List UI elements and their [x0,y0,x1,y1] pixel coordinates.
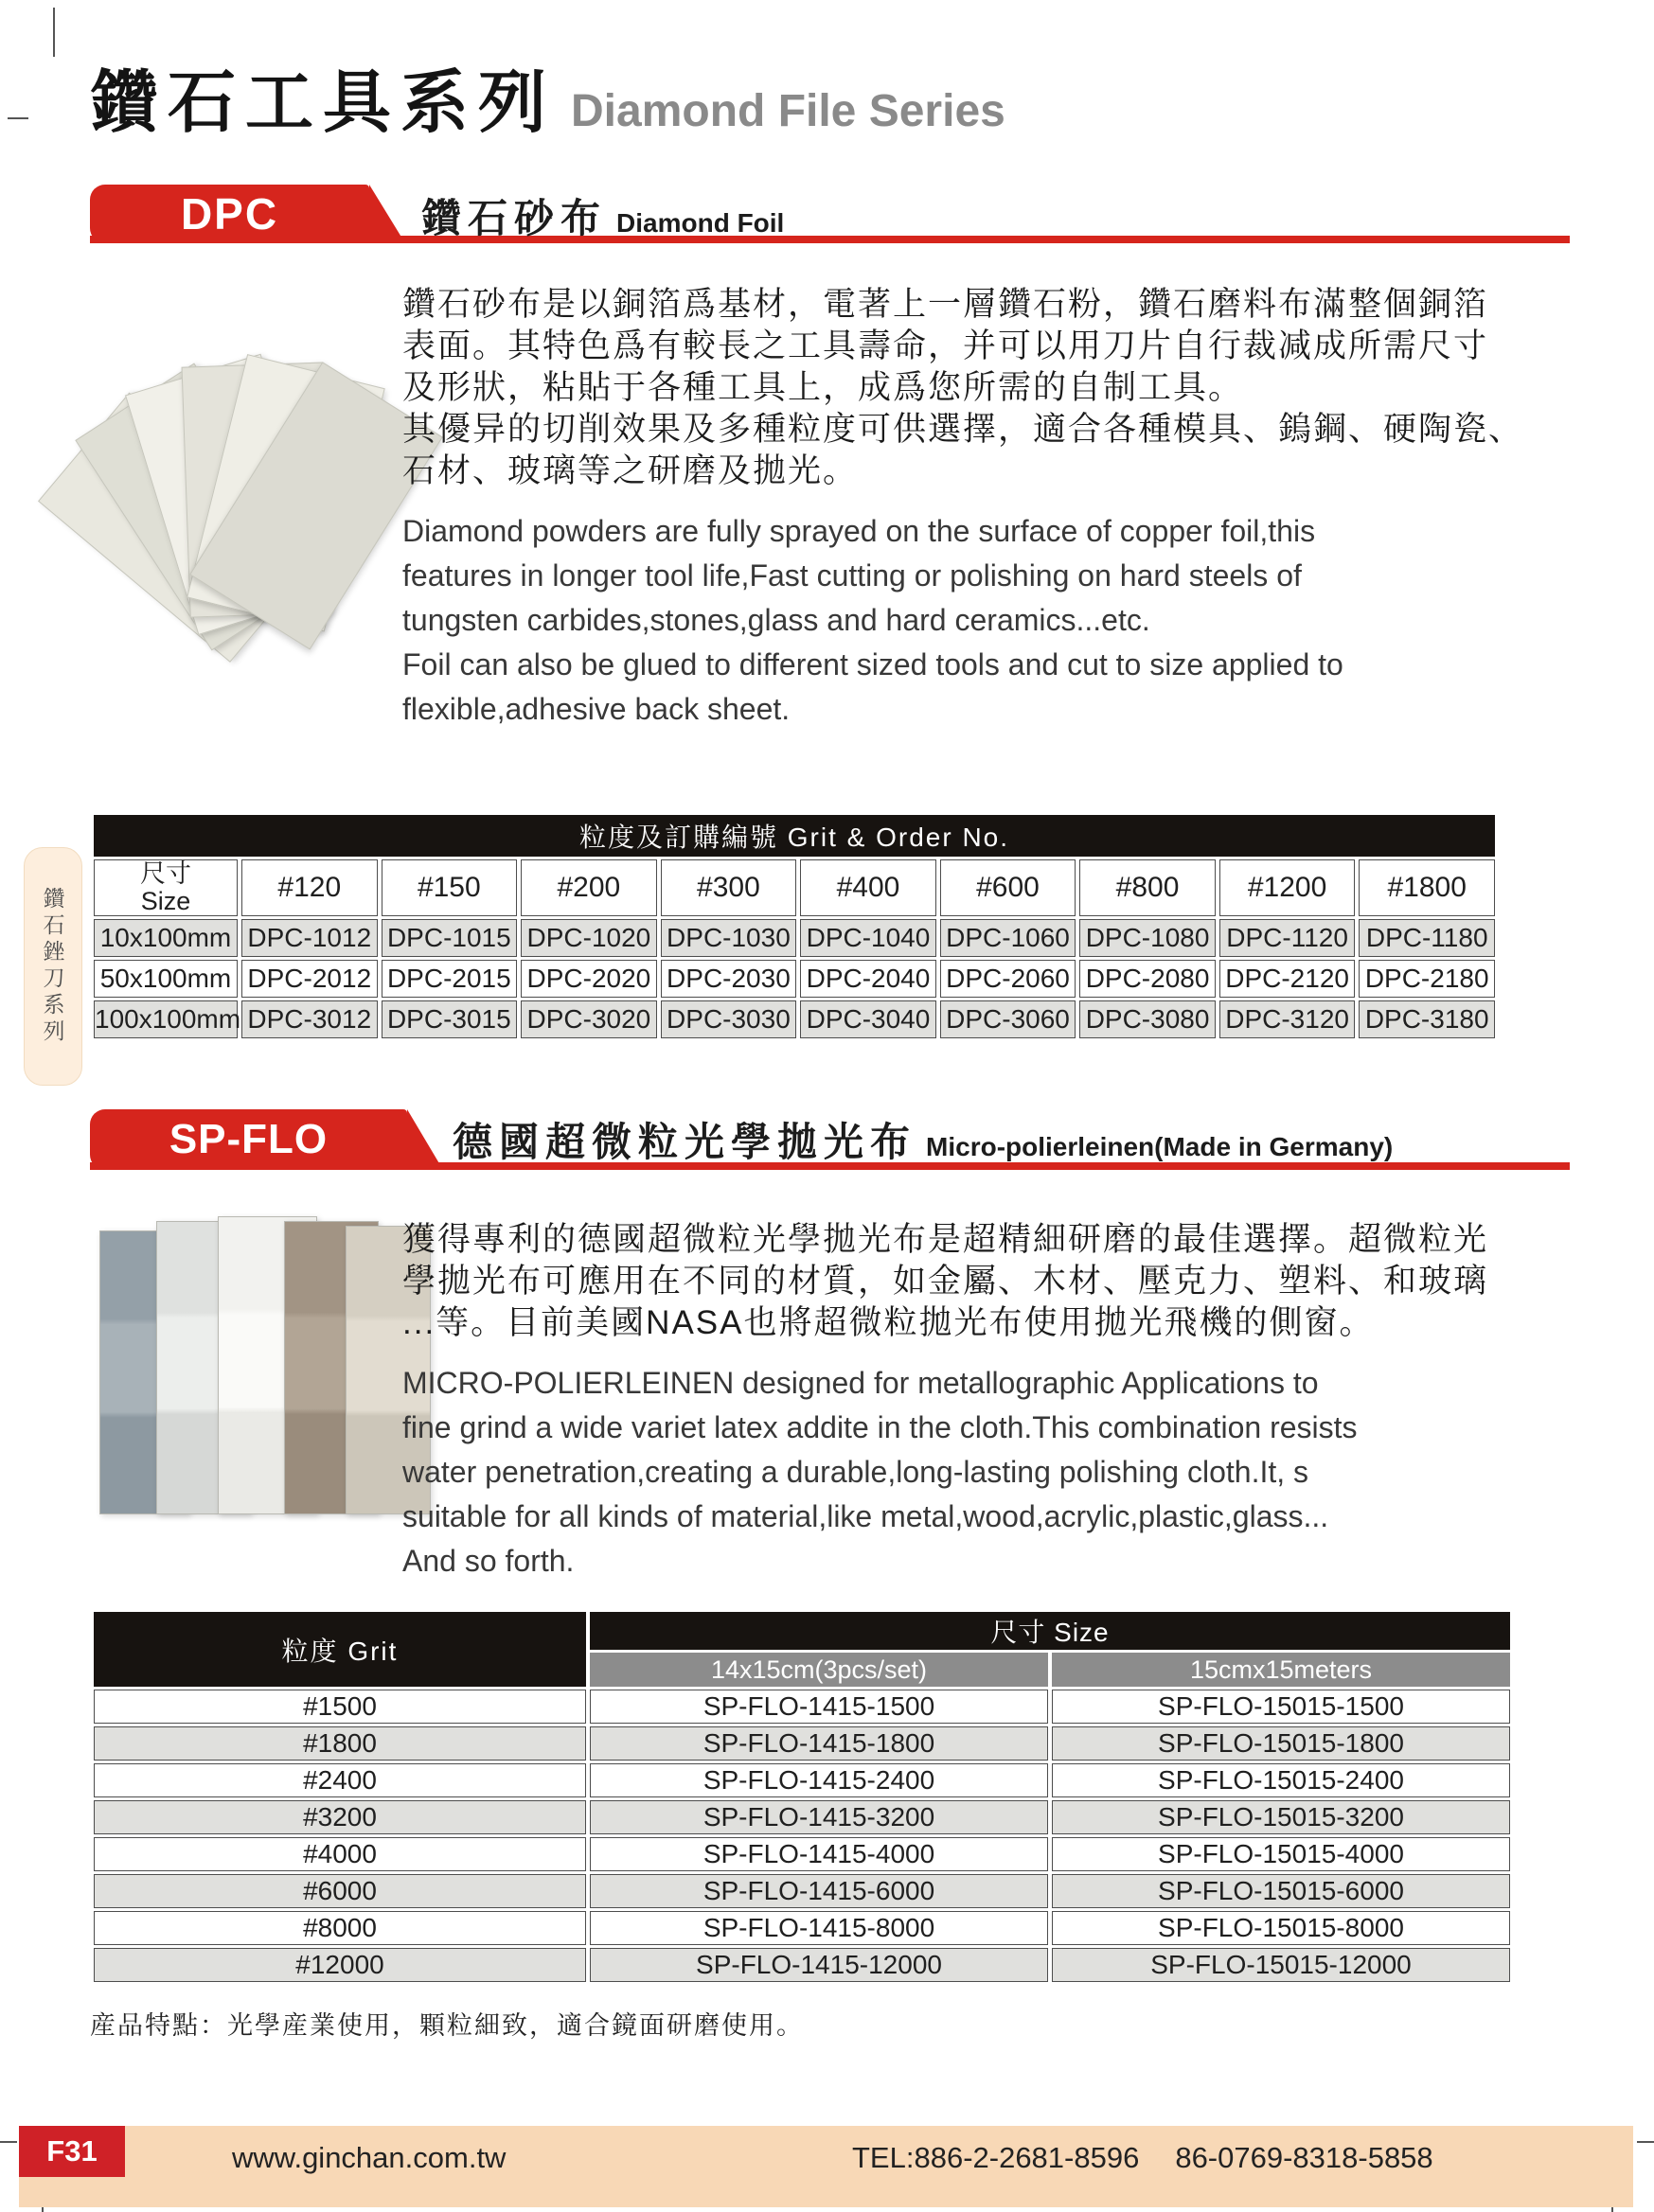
spflo-badge [90,1109,407,1170]
grit-column-header: #600 [940,859,1076,916]
size-cell: 10x100mm [94,919,238,957]
table-row [94,1000,1495,1038]
spflo-badge-label: SP-FLO [169,1116,329,1162]
page-title-zh: 鑽石工具系列 [90,65,557,141]
footer [19,2126,1633,2207]
spflo-desc-en-line: MICRO-POLIERLEINEN designed for metallographic Applications to [402,1366,1319,1400]
dpc-desc-en-line: tungsten carbides,stones,glass and hard ceramics...etc. [402,603,1150,637]
spflo-desc-en-line: water penetration,creating a durable,long-lasting polishing cloth.It, s [402,1455,1309,1489]
order-code: DPC-2015 [382,960,518,998]
telephone-alt: 86-0769-8318-5858 [1175,2141,1433,2174]
order-code: DPC-3015 [382,1000,518,1038]
grit-cell: #8000 [94,1911,586,1945]
sidebar-tab-label: 鑽石銼刀系列 [40,887,65,1046]
sidebar-tab-diamond-file-series [24,847,82,1086]
order-code: SP-FLO-15015-3200 [1052,1800,1510,1834]
order-code: DPC-1060 [940,919,1076,957]
dpc-desc-en-line: flexible,adhesive back sheet. [402,692,791,726]
order-code: DPC-2040 [800,960,936,998]
order-code: DPC-2080 [1079,960,1216,998]
grit-cell: #4000 [94,1837,586,1871]
spflo-section-heading [453,1111,1393,1168]
order-code: DPC-2020 [521,960,657,998]
dpc-desc-en-line: Diamond powders are fully sprayed on the surface of copper foil,this [402,514,1316,548]
product-feature-note: 産品特點：光學産業使用，顆粒細致，適合鏡面研磨使用。 [90,2011,804,2040]
page-number-badge: F31 [19,2126,125,2177]
table-row [94,1874,1510,1908]
table-row [94,1763,1510,1797]
order-code: SP-FLO-15015-1500 [1052,1690,1510,1724]
dpc-desc-zh-line: 石材、玻璃等之研磨及拋光。 [402,452,859,489]
order-code: DPC-2012 [241,960,378,998]
order-code: DPC-3030 [661,1000,797,1038]
dpc-desc-zh-line: 其優异的切削效果及多種粒度可供選擇，適合各種模具、鎢鋼、硬陶瓷、 [402,411,1524,448]
order-code: DPC-1040 [800,919,936,957]
order-code: DPC-3012 [241,1000,378,1038]
order-code: SP-FLO-1415-1800 [590,1726,1048,1761]
order-code: DPC-1020 [521,919,657,957]
telephone-main: TEL:886-2-2681-8596 [852,2141,1140,2174]
grit-column-header: #200 [521,859,657,916]
order-code: DPC-3020 [521,1000,657,1038]
table-row [94,1911,1510,1945]
spflo-heading-zh: 德國超微粒光學拋光布 [453,1120,917,1164]
order-code: DPC-3180 [1359,1000,1495,1038]
website-url: www.ginchan.com.tw [232,2141,507,2174]
order-code: SP-FLO-15015-6000 [1052,1874,1510,1908]
grit-cell: #1500 [94,1690,586,1724]
order-code: DPC-1015 [382,919,518,957]
size-label-zh: 尺寸 [140,859,191,888]
table-row [94,1800,1510,1834]
grit-column-header: #800 [1079,859,1216,916]
dpc-desc-en-line: features in longer tool life,Fast cutting or polishing on hard steels of [402,558,1302,593]
order-code: DPC-2030 [661,960,797,998]
size-header-cell: 尺寸 Size [590,1612,1510,1650]
grit-cell: #6000 [94,1874,586,1908]
order-code: SP-FLO-1415-8000 [590,1911,1048,1945]
order-code: SP-FLO-1415-1500 [590,1690,1048,1724]
order-code: SP-FLO-1415-4000 [590,1837,1048,1871]
size-label-en: Size [140,887,191,915]
size-option-header: 14x15cm(3pcs/set) [590,1653,1048,1687]
spflo-desc-zh-line: 學拋光布可應用在不同的材質，如金屬、木材、壓克力、塑料、和玻璃 [402,1263,1489,1300]
spflo-desc-en-line: suitable for all kinds of material,like metal,wood,acrylic,plastic,glass... [402,1499,1329,1533]
grit-header-cell: 粒度 Grit [94,1612,586,1687]
order-code: SP-FLO-1415-3200 [590,1800,1048,1834]
dpc-desc-zh-line: 表面。其特色爲有較長之工具壽命，并可以用刀片自行裁减成所需尺寸 [402,327,1489,364]
spflo-order-table [90,1609,1514,1985]
spflo-product-photo [99,1212,431,1529]
spflo-desc-en-line: fine grind a wide variet latex addite in the cloth.This combination resists [402,1410,1358,1444]
spflo-desc-zh-line: 獲得專利的德國超微粒光學拋光布是超精細研磨的最佳選擇。超微粒光 [402,1221,1489,1258]
order-code: DPC-1180 [1359,919,1495,957]
order-code: DPC-3060 [940,1000,1076,1038]
size-column-header [94,859,238,916]
grit-cell: #3200 [94,1800,586,1834]
order-code: DPC-3120 [1219,1000,1356,1038]
grit-column-header: #1800 [1359,859,1495,916]
dpc-heading-zh: 鑽石砂布 [421,196,608,240]
dpc-desc-zh-line: 及形狀，粘貼于各種工具上，成爲您所需的自制工具。 [402,369,1244,406]
crop-mark [1637,2141,1654,2143]
table-row [94,919,1495,957]
grit-column-header: #1200 [1219,859,1356,916]
grit-column-header: #300 [661,859,797,916]
order-code: SP-FLO-1415-2400 [590,1763,1048,1797]
grit-cell: #12000 [94,1948,586,1982]
order-code: SP-FLO-15015-1800 [1052,1726,1510,1761]
spflo-heading-en: Micro-polierleinen(Made in Germany) [926,1132,1394,1161]
order-code: SP-FLO-15015-12000 [1052,1948,1510,1982]
table-row [94,1948,1510,1982]
order-code: DPC-1030 [661,919,797,957]
table-row [94,960,1495,998]
grit-column-header: #120 [241,859,378,916]
order-code: DPC-2120 [1219,960,1356,998]
dpc-badge-label: DPC [180,189,279,239]
dpc-section-heading [421,187,784,244]
spflo-desc-en-line: And so forth. [402,1544,575,1578]
spflo-description [402,1219,1576,1584]
order-code: DPC-2060 [940,960,1076,998]
telephone [852,2141,1469,2175]
dpc-heading-en: Diamond Foil [616,208,785,238]
size-cell: 50x100mm [94,960,238,998]
dpc-desc-zh-line: 鑽石砂布是以銅箔爲基材，電著上一層鑽石粉，鑽石磨料布滿整個銅箔 [402,286,1489,323]
dpc-badge [90,185,369,243]
dpc-desc-en-line: Foil can also be glued to different sized tools and cut to size applied to [402,647,1343,681]
order-code: DPC-1012 [241,919,378,957]
page-title [90,47,1005,146]
order-code: DPC-3080 [1079,1000,1216,1038]
spflo-desc-zh-line: ...等。目前美國NASA也將超微粒拋光布使用拋光飛機的側窗。 [402,1304,1375,1341]
size-cell: 100x100mm [94,1000,238,1038]
order-code: SP-FLO-15015-8000 [1052,1911,1510,1945]
table-row [94,1690,1510,1724]
dpc-table-title: 粒度及訂購編號 Grit & Order No. [94,815,1495,857]
dpc-table-header-row [94,859,1495,916]
grit-column-header: #400 [800,859,936,916]
order-code: SP-FLO-15015-4000 [1052,1837,1510,1871]
crop-mark [0,2141,17,2143]
dpc-grit-table [90,812,1499,1041]
size-option-header: 15cmx15meters [1052,1653,1510,1687]
order-code: SP-FLO-15015-2400 [1052,1763,1510,1797]
order-code: SP-FLO-1415-6000 [590,1874,1048,1908]
order-code: DPC-1080 [1079,919,1216,957]
dpc-description [402,284,1576,732]
grit-cell: #1800 [94,1726,586,1761]
crop-mark [53,8,55,57]
grit-column-header: #150 [382,859,518,916]
table-row [94,1837,1510,1871]
table-row [94,1726,1510,1761]
crop-mark [8,117,28,119]
order-code: DPC-3040 [800,1000,936,1038]
dpc-product-photo [99,256,421,634]
order-code: DPC-1120 [1219,919,1356,957]
order-code: DPC-2180 [1359,960,1495,998]
order-code: SP-FLO-1415-12000 [590,1948,1048,1982]
grit-cell: #2400 [94,1763,586,1797]
page-title-en: Diamond File Series [571,86,1005,136]
